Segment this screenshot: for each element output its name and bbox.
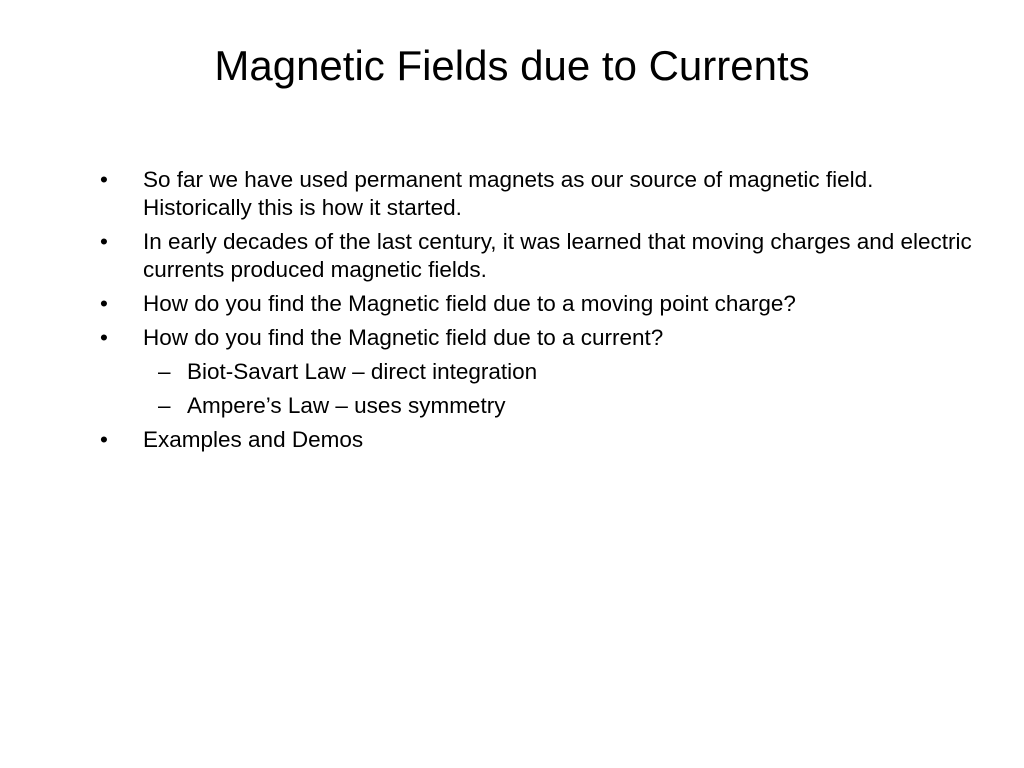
bullet-item [100, 324, 980, 420]
bullet-text: Examples and Demos [143, 427, 364, 452]
bullet-item [100, 228, 980, 284]
slide-title: Magnetic Fields due to Currents [214, 42, 810, 89]
bullet-icon: • [100, 325, 108, 350]
bullet-item [100, 166, 980, 222]
bullet-icon: • [100, 229, 108, 254]
sub-bullet-item [143, 358, 980, 386]
bullet-list [100, 166, 980, 460]
sub-bullet-list [143, 358, 980, 420]
bullet-text: How do you find the Magnetic field due to a moving point charge? [143, 291, 796, 316]
bullet-icon: • [100, 167, 108, 192]
bullet-item [100, 290, 980, 318]
bullet-item [100, 426, 980, 454]
bullet-text: How do you find the Magnetic field due to a current? [143, 325, 664, 350]
dash-icon: – [158, 393, 171, 418]
bullet-icon: • [100, 427, 108, 452]
bullet-text: So far we have used permanent magnets as our source of magnetic field. Historically this is how it started. [143, 167, 874, 220]
bullet-icon: • [100, 291, 108, 316]
sub-bullet-text: Ampere’s Law – uses symmetry [187, 393, 506, 418]
sub-bullet-text: Biot-Savart Law – direct integration [187, 359, 538, 384]
sub-bullet-item [143, 392, 980, 420]
dash-icon: – [158, 359, 171, 384]
bullet-text: In early decades of the last century, it was learned that moving charges and electric currents produced magnetic fields. [143, 229, 972, 282]
